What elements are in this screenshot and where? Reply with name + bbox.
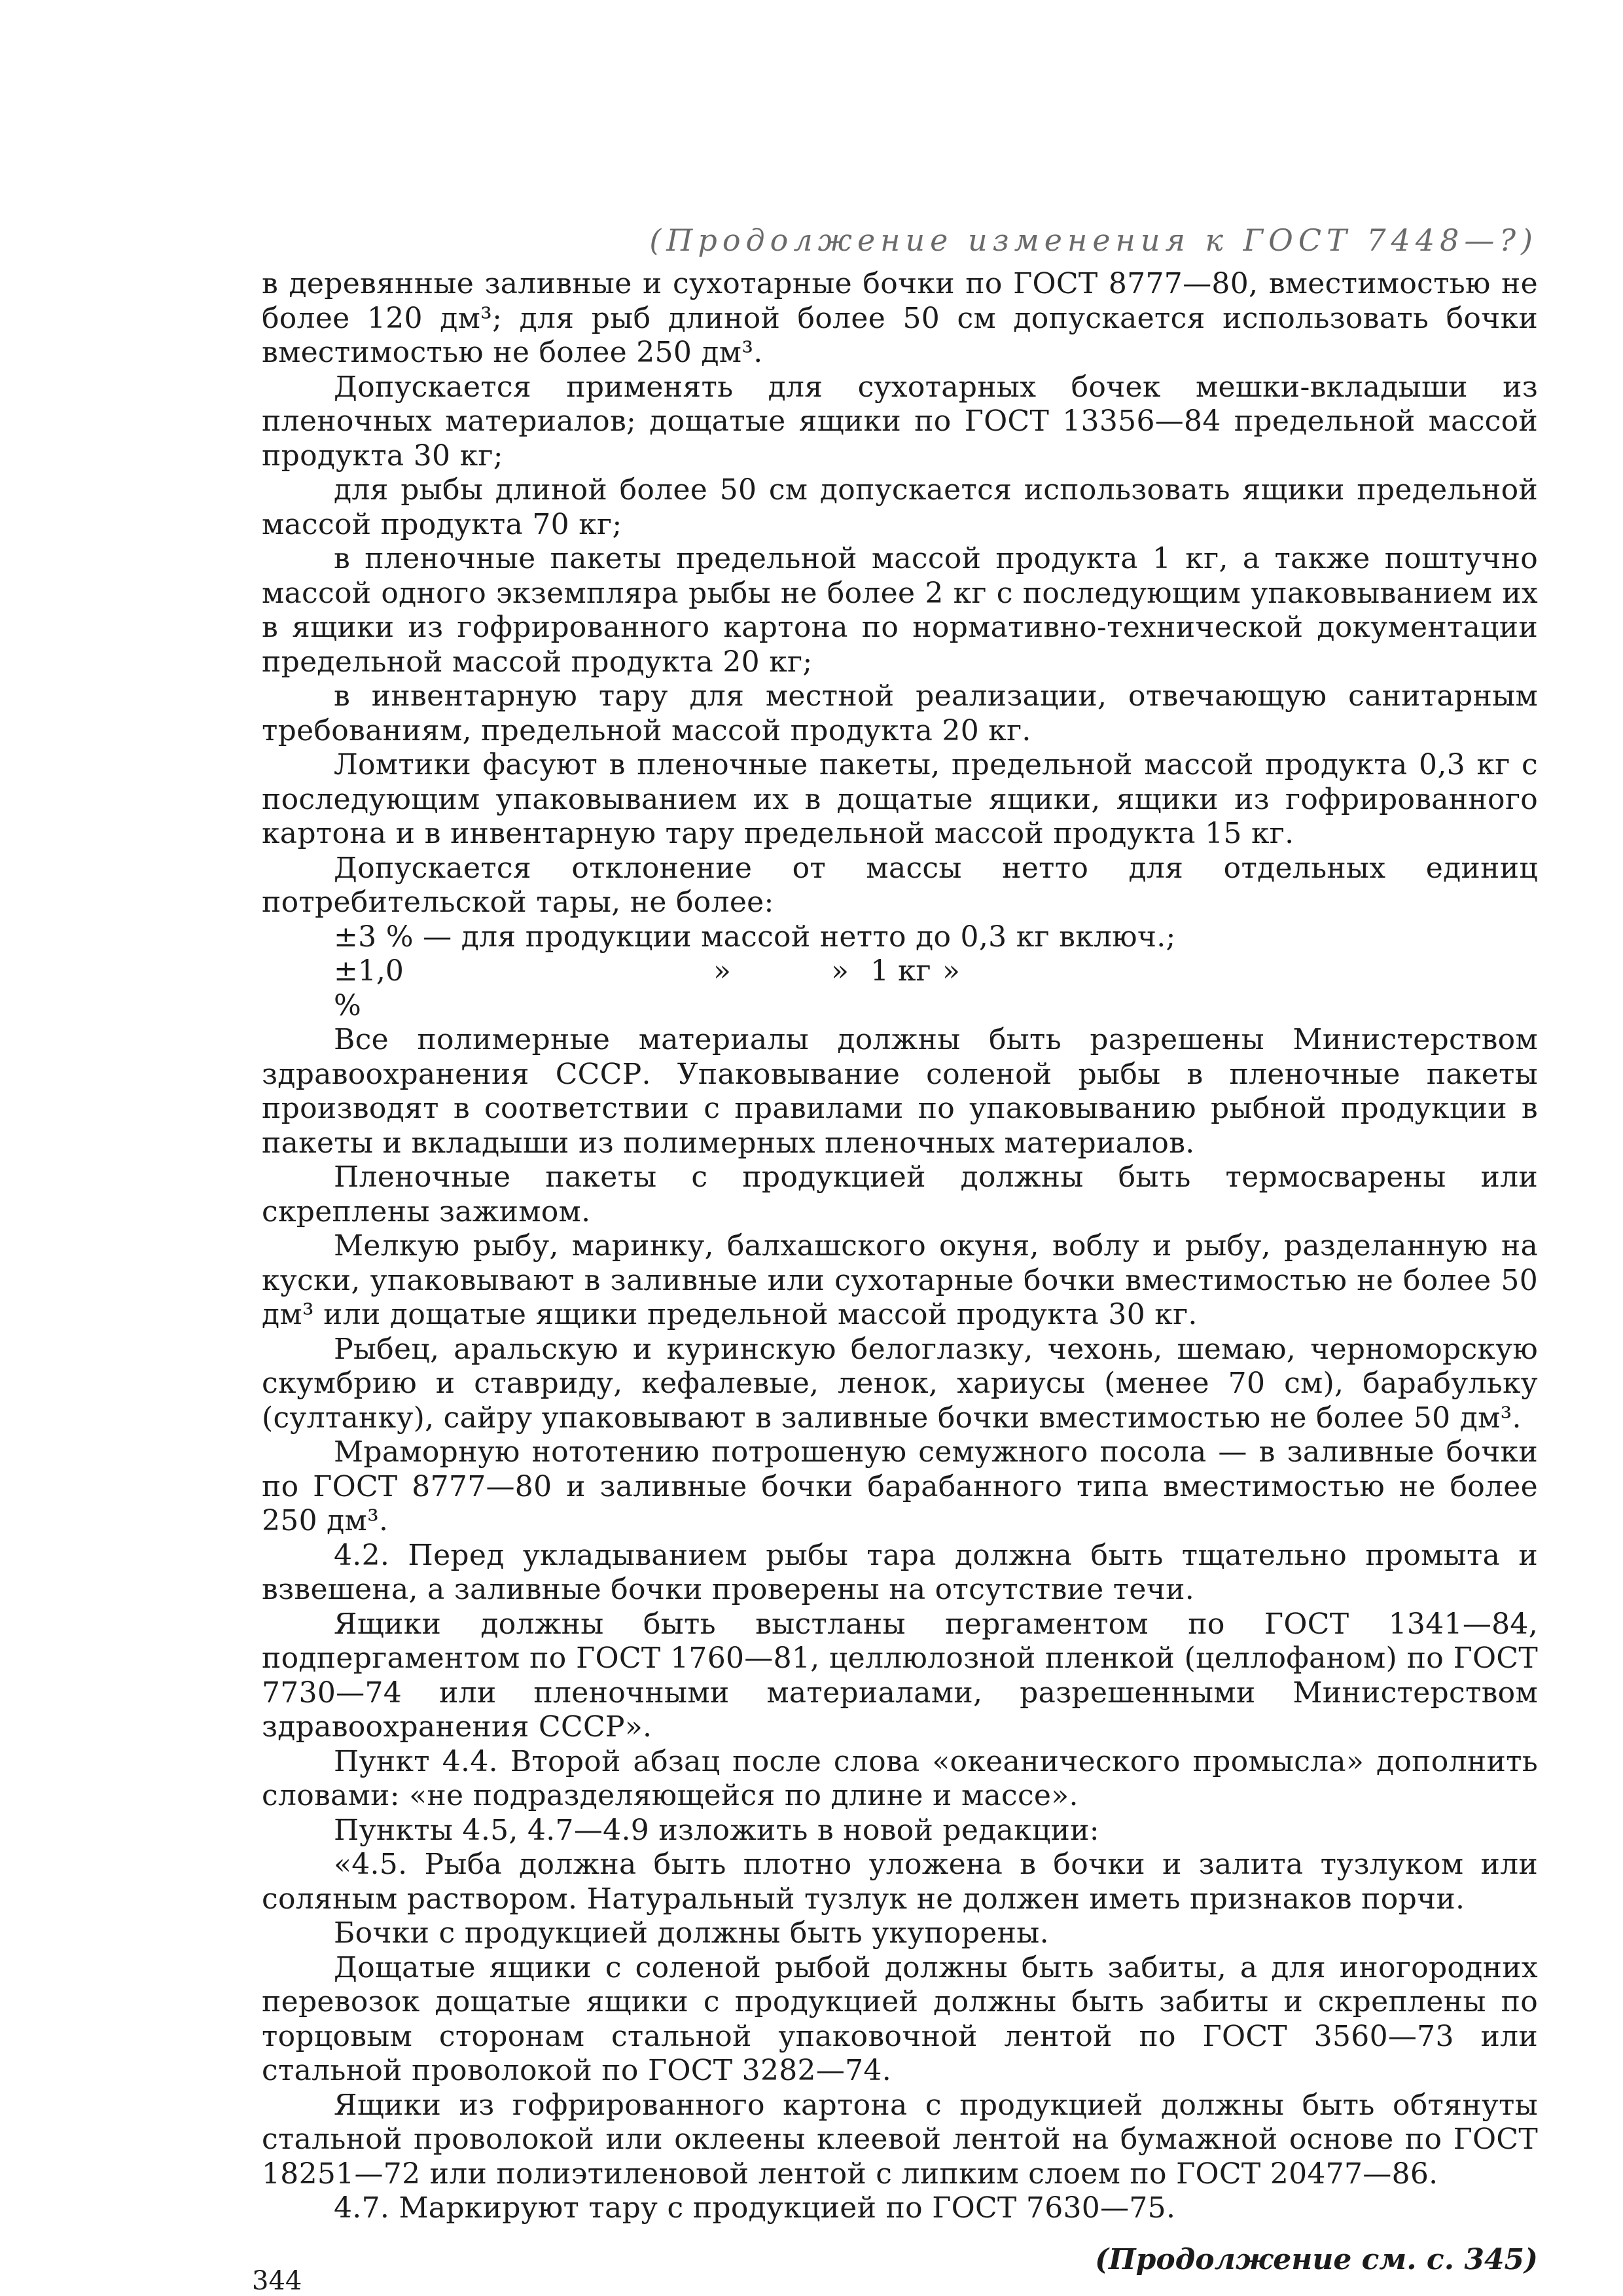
paragraph: Мелкую рыбу, маринку, балхашского окуня, воблу и рыбу, разделанную на куски, упаковывают в заливные или сухотарные бочки вместимостью не более 50 дм³ или дощатые ящики предельной массой продукта 30 кг. xyxy=(262,1229,1538,1331)
ditto-mark: » xyxy=(831,954,849,988)
header-continuation-note: (Продолжение изменения к ГОСТ 7448—?) xyxy=(649,223,1538,258)
paragraph: Ящики должны быть выстланы пергаментом по ГОСТ 1341—84, подпергаментом по ГОСТ 1760—81, целлюлозной пленкой (целлофаном) по ГОСТ 7730—74 или пленочными материалами, разрешенными Министерством здравоохранения СССР». xyxy=(262,1607,1538,1744)
paragraph: в деревянные заливные и сухотарные бочки по ГОСТ 8777—80, вместимостью не более 120 дм³; для рыб длиной более 50 см допускается использовать бочки вместимостью не более 250 дм³. xyxy=(262,267,1538,369)
paragraph: Бочки с продукцией должны быть укупорены. xyxy=(334,1916,1049,1950)
paragraph: в инвентарную тару для местной реализации, отвечающую санитарным требованиям, предельной массой продукта 20 кг. xyxy=(262,679,1538,747)
paragraph: Все полимерные материалы должны быть разрешены Министерством здравоохранения СССР. Упаковывание соленой рыбы в пленочные пакеты производят в соответствии с правилами по упаковыванию рыбной продукции в пакеты и вкладыши из полимерных пленочных материалов. xyxy=(262,1023,1538,1160)
paragraph: Пункты 4.5, 4.7—4.9 изложить в новой редакции: xyxy=(334,1813,1099,1847)
tolerance-mass: 1 кг xyxy=(870,954,931,988)
paragraph: Допускается отклонение от массы нетто для отдельных единиц потребительской тары, не более: xyxy=(262,851,1538,919)
paragraph: Ящики из гофрированного картона с продукцией должны быть обтянуты стальной проволокой или оклеены клеевой лентой на бумажной основе по ГОСТ 18251—72 или полиэтиленовой лентой с липким слоем по ГОСТ 20477—86. xyxy=(262,2088,1538,2191)
page-number: 344 xyxy=(252,2266,302,2296)
ditto-mark: » xyxy=(713,954,731,988)
paragraph: в пленочные пакеты предельной массой продукта 1 кг, а также поштучно массой одного экземпляра рыбы не более 2 кг с последующим упаковыванием их в ящики из гофрированного картона по нормативно-технической документации предельной массой продукта 20 кг; xyxy=(262,542,1538,679)
paragraph: 4.7. Маркируют тару с продукцией по ГОСТ 7630—75. xyxy=(334,2191,1176,2225)
paragraph: Пункт 4.4. Второй абзац после слова «океанического промысла» дополнить словами: «не подразделяющейся по длине и массе». xyxy=(262,1744,1538,1812)
paragraph: Пленочные пакеты с продукцией должны быть термосварены или скреплены зажимом. xyxy=(262,1160,1538,1229)
paragraph: Допускается применять для сухотарных бочек мешки-вкладыши из пленочных материалов; дощатые ящики по ГОСТ 13356—84 предельной массой продукта 30 кг; xyxy=(262,370,1538,473)
paragraph: Мраморную нототению потрошеную семужного посола — в заливные бочки по ГОСТ 8777—80 и заливные бочки барабанного типа вместимостью не более 250 дм³. xyxy=(262,1435,1538,1537)
tolerance-percent: ±1,0 % xyxy=(334,954,404,1022)
paragraph: «4.5. Рыба должна быть плотно уложена в бочки и залита тузлуком или соляным раствором. Натуральный тузлук не должен иметь признаков порчи. xyxy=(262,1848,1538,1916)
paragraph: Ломтики фасуют в пленочные пакеты, предельной массой продукта 0,3 кг с последующим упаковыванием их в дощатые ящики, ящики из гофрированного картона и в инвентарную тару предельной массой продукта 15 кг. xyxy=(262,748,1538,850)
paragraph: Рыбец, аральскую и куринскую белоглазку, чехонь, шемаю, черноморскую скумбрию и ставриду, кефалевые, ленок, хариусы (менее 70 см), барабульку (султанку), сайру упаковывают в заливные бочки вместимостью не более 50 дм³. xyxy=(262,1332,1538,1435)
paragraph: 4.2. Перед укладыванием рыбы тара должна быть тщательно промыта и взвешена, а заливные бочки проверены на отсутствие течи. xyxy=(262,1538,1538,1606)
tolerance-row xyxy=(262,954,1538,1023)
paragraph: ±3 % — для продукции массой нетто до 0,3 кг включ.; xyxy=(334,920,1176,954)
footer-continuation-note: (Продолжение см. с. 345) xyxy=(1095,2242,1538,2276)
paragraph: для рыбы длиной более 50 см допускается использовать ящики предельной массой продукта 70 кг; xyxy=(262,473,1538,541)
ditto-mark: » xyxy=(942,954,960,988)
document-page xyxy=(262,223,1538,2276)
paragraph: Дощатые ящики с соленой рыбой должны быть забиты, а для иногородних перевозок дощатые ящики с продукцией должны быть забиты и скреплены по торцовым сторонам стальной упаковочной лентой по ГОСТ 3560—73 или стальной проволокой по ГОСТ 3282—74. xyxy=(262,1950,1538,2087)
